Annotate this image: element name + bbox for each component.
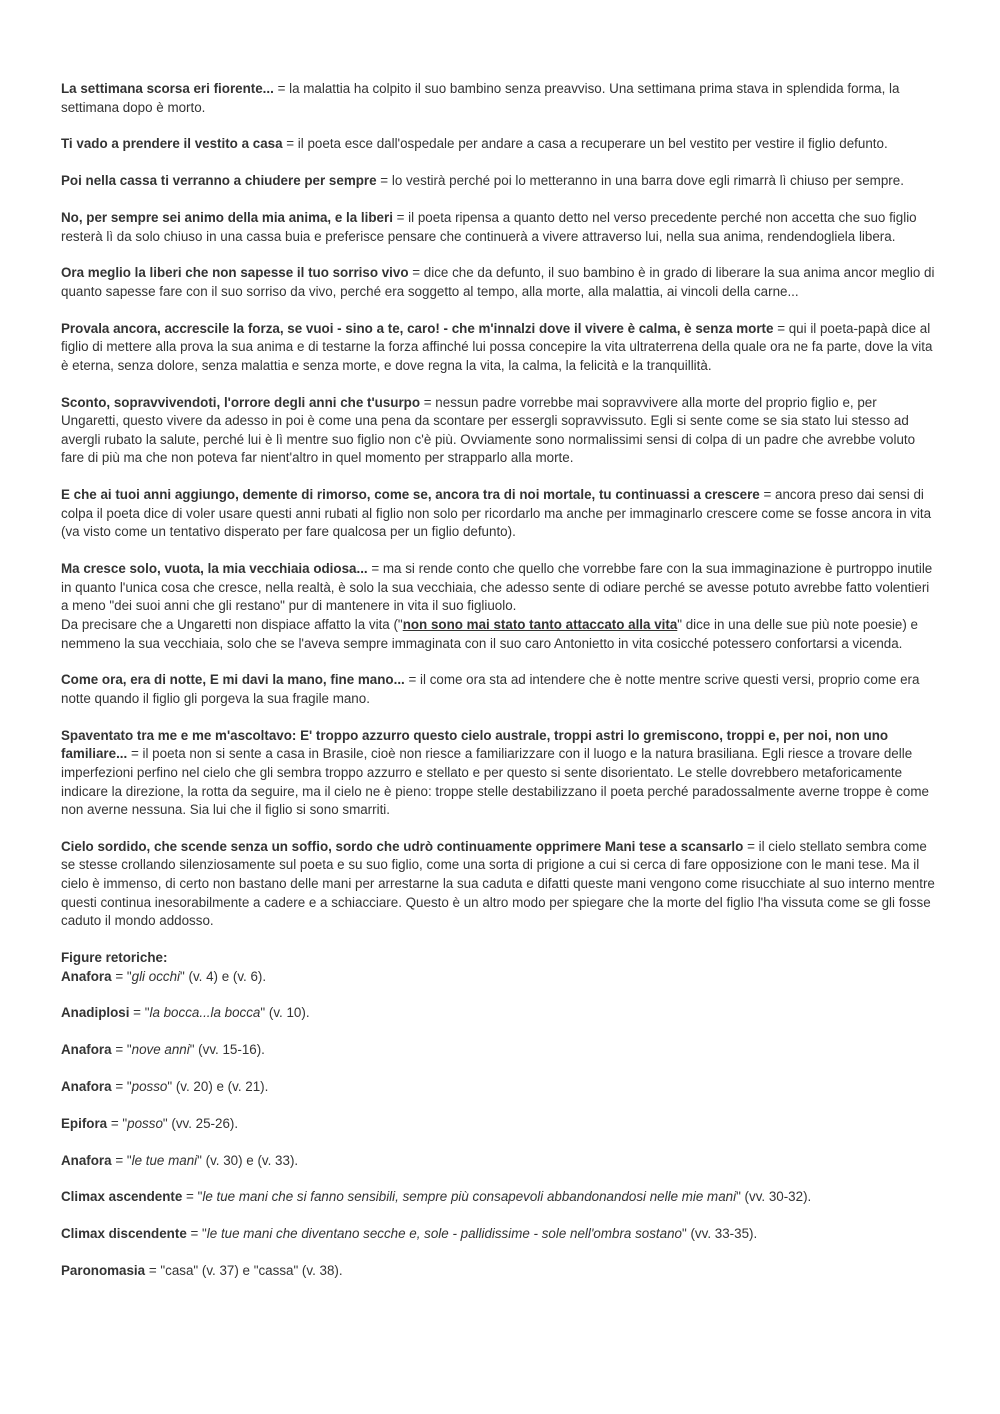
figure-quote: le tue mani [131, 1152, 198, 1168]
figure-item: Anafora = "le tue mani" (v. 30) e (v. 33). [61, 1152, 299, 1168]
figure-quote: le tue mani che si fanno sensibili, sempre più consapevoli abbandonandosi nelle mie mani [202, 1189, 737, 1205]
verse-quote: Ma cresce solo, vuota, la mia vecchiaia odiosa... [61, 561, 368, 577]
paragraph-vecchiaia [61, 560, 938, 653]
verse-explanation: = ma si rende conto che quello che vorrebbe fare con la sua immaginazione è purtroppo inutile in quanto l'unica cosa che cresce, nella realtà, è solo la sua vecchiaia, che adesso sente di odiare perché se avesse potuto avrebbe fatto volentieri a meno "dei suoi anni che gli restano" pur di mantenere in vita il suo figliuolo. [61, 561, 933, 614]
figure-quote: posso [131, 1078, 168, 1094]
figure-label: Anadiplosi [61, 1005, 130, 1021]
figure-label: Anafora [61, 968, 112, 984]
paragraph-3 [61, 172, 938, 191]
figure-item: Epifora = "posso" (vv. 25-26). [61, 1115, 239, 1131]
figure-item: Anafora = "posso" (v. 20) e (v. 21). [61, 1078, 269, 1094]
paragraph-5 [61, 264, 938, 301]
verse-explanation: = dice che da defunto, il suo bambino è in grado di liberare la sua anima ancor meglio di quanto sapesse fare con il suo sorriso da vivo, perché era soggetto al tempo, alla morte, alla malattia, ai vincoli della carne... [61, 265, 935, 299]
verse-explanation: = lo vestirà perché poi lo metteranno in una barra dove egli rimarrà lì chiuso per sempre. [376, 173, 904, 189]
paragraph-2 [61, 135, 938, 154]
figure-item: Climax ascendente = "le tue mani che si fanno sensibili, sempre più consapevoli abbandonandosi nelle mie mani" (vv. 30-32). [61, 1189, 812, 1205]
verse-quote: No, per sempre sei animo della mia anima, e la liberi [61, 209, 393, 225]
figure-quote: posso [127, 1115, 163, 1131]
verse-quote: Come ora, era di notte, E mi davi la mano, fine mano... [61, 672, 405, 688]
document-page [61, 80, 938, 1280]
paragraph-6 [61, 320, 938, 376]
figure-item: Anadiplosi = "la bocca...la bocca" (v. 10). [61, 1005, 310, 1021]
verse-explanation: = il poeta non si sente a casa in Brasile, cioè non riesce a familiarizzare con il luogo e la natura brasiliana. Egli riesce a trovare delle imperfezioni perfino nel cielo che gli sembra troppo azzurro e stellato e per questo si sente disorientato. Le stelle dovrebbero metaforicamente indicare la direzione, la rotta da seguire, ma il cielo ne è pieno: troppe stelle destabilizzano il poeta perché paradossalmente averne troppe è come non averne nessuna. Sia lui che il figlio si sono smarriti. [61, 746, 929, 818]
figure-quote: nove anni [131, 1042, 190, 1058]
verse-explanation: = il poeta ripensa a quanto detto nel verso precedente perché non accetta che suo figlio resterà lì da solo chiuso in una cassa buia e preferisce pensare che continuerà a vivere attraverso lui, nella sua anima, rendendogliela libera. [61, 209, 917, 244]
verse-quote: Provala ancora, accrescile la forza, se vuoi - sino a te, caro! - che m'innalzi dove il vivere è calma, è senza morte [61, 320, 774, 336]
verse-quote: Ora meglio la liberi che non sapesse il tuo sorriso vivo [61, 265, 409, 281]
verse-quote: Ti vado a prendere il vestito a casa [61, 136, 283, 152]
note-before: Da precisare che a Ungaretti non dispiace affatto la vita (" [61, 616, 403, 632]
verse-explanation: = il cielo stellato sembra come se stesse crollando silenziosamente sul poeta e su suo figlio, come una sorta di prigione a cui si cerca di fare opposizione con le mani tese. Ma il cielo è immenso, di certo non bastano delle mani per arrestarne la sua caduta e difatti queste mani vengono come risucchiate al suo interno mentre questi continua inesorabilmente a cadere e a schiacciare. Questo è un altro modo per spiegare che la morte del figlio l'ha vissuta come se gli fosse caduto il mondo addosso. [61, 838, 935, 929]
verse-quote: La settimana scorsa eri fiorente... [61, 81, 274, 96]
paragraph-1 [61, 80, 938, 117]
paragraph-10 [61, 727, 938, 820]
paragraph-11 [61, 838, 938, 931]
figure-label: Climax ascendente [61, 1189, 183, 1205]
figure-quote: gli occhi [131, 968, 181, 984]
verse-explanation: = qui il poeta-papà dice al figlio di mettere alla prova la sua anima e di testarne la forza affinché lui possa concepire la vita ultraterrena della quale ora ne fa parte, dove la vita è eterna, senza dolore, senza malattia e senza morte, e dove regna la vita, la calma, la felicità e la tranquillità. [61, 320, 933, 373]
paragraph-7 [61, 394, 938, 468]
paragraph-8 [61, 486, 938, 542]
figure-item: Climax discendente = "le tue mani che diventano secche e, sole - pallidissime - sole nell'ombra sostano" (vv. 33-35). [61, 1226, 758, 1242]
verse-quote: Spaventato tra me e me m'ascoltavo: E' troppo azzurro questo cielo australe, troppi astri lo gremiscono, troppi e, per noi, non uno familiare... [61, 727, 889, 762]
verse-explanation: = la malattia ha colpito il suo bambino senza preavviso. Una settimana prima stava in splendida forma, la settimana dopo è morto. [61, 81, 900, 115]
paragraph-4 [61, 209, 938, 246]
figure-label: Anafora [61, 1152, 112, 1168]
figure-label: Epifora [61, 1115, 108, 1131]
verse-explanation: = il come ora sta ad intendere che è notte mentre scrive questi versi, proprio come era notte quando il figlio gli porgeva la sua fragile mano. [61, 672, 920, 706]
verse-quote: Sconto, sopravvivendoti, l'orrore degli anni che t'usurpo [61, 394, 421, 410]
verse-quote: Poi nella cassa ti verranno a chiudere per sempre [61, 173, 377, 189]
figures-heading: Figure retoriche: [61, 950, 168, 966]
figure-label: Anafora [61, 1042, 112, 1058]
figure-quote: la bocca...la bocca [149, 1005, 261, 1021]
verse-explanation: = ancora preso dai sensi di colpa il poeta dice di voler usare questi anni rubati al figlio non solo per ricordarlo ma anche per immaginarlo crescere come se fosse ancora in vita (va visto come un tentativo disperato per fare qualcosa per un figlio defunto). [61, 487, 932, 540]
verse-explanation: = il poeta esce dall'ospedale per andare a casa a recuperare un bel vestito per vestire il figlio defunto. [282, 136, 888, 152]
figure-label: Anafora [61, 1078, 112, 1094]
figure-label: Paronomasia [61, 1262, 146, 1278]
figure-item: Anafora = "gli occhi" (v. 4) e (v. 6). [61, 968, 267, 984]
figure-item: Anafora = "nove anni" (vv. 15-16). [61, 1042, 265, 1058]
verse-explanation: = nessun padre vorrebbe mai sopravvivere alla morte del proprio figlio e, per Ungaretti, questo vivere da adesso in poi è come una pena da scontare per essergli sopravvissuto. Egli si sente come se sia stato lui stesso ad avergli rubato la salute, perché lui è lì mentre suo figlio non c'è più. Ovviamente sono normalissimi sensi di colpa di un padre che avrebbe voluto fare di più ma che non poteva far nient'altro in quel momento per strapparlo alla morte. [61, 394, 916, 466]
figure-item: Paronomasia = "casa" (v. 37) e "cassa" (v. 38). [61, 1262, 343, 1278]
figure-quote: le tue mani che diventano secche e, sole - pallidissime - sole nell'ombra sostano [206, 1226, 682, 1242]
figure-label: Climax discendente [61, 1226, 187, 1242]
quote-link[interactable]: non sono mai stato tanto attaccato alla vita [402, 616, 678, 632]
verse-quote: E che ai tuoi anni aggiungo, demente di rimorso, come se, ancora tra di noi mortale, tu continuassi a crescere [61, 487, 760, 503]
verse-quote: Cielo sordido, che scende senza un soffio, sordo che udrò continuamente opprimere Mani tese a scansarlo [61, 838, 744, 854]
paragraph-9 [61, 671, 938, 708]
note-after: " dice in una delle sue più note poesie) e nemmeno la sua vecchiaia, solo che se l'aveva sempre immaginata con il suo caro Antonietto in vita cosicché potessero confortarsi a vicenda. [61, 616, 919, 651]
